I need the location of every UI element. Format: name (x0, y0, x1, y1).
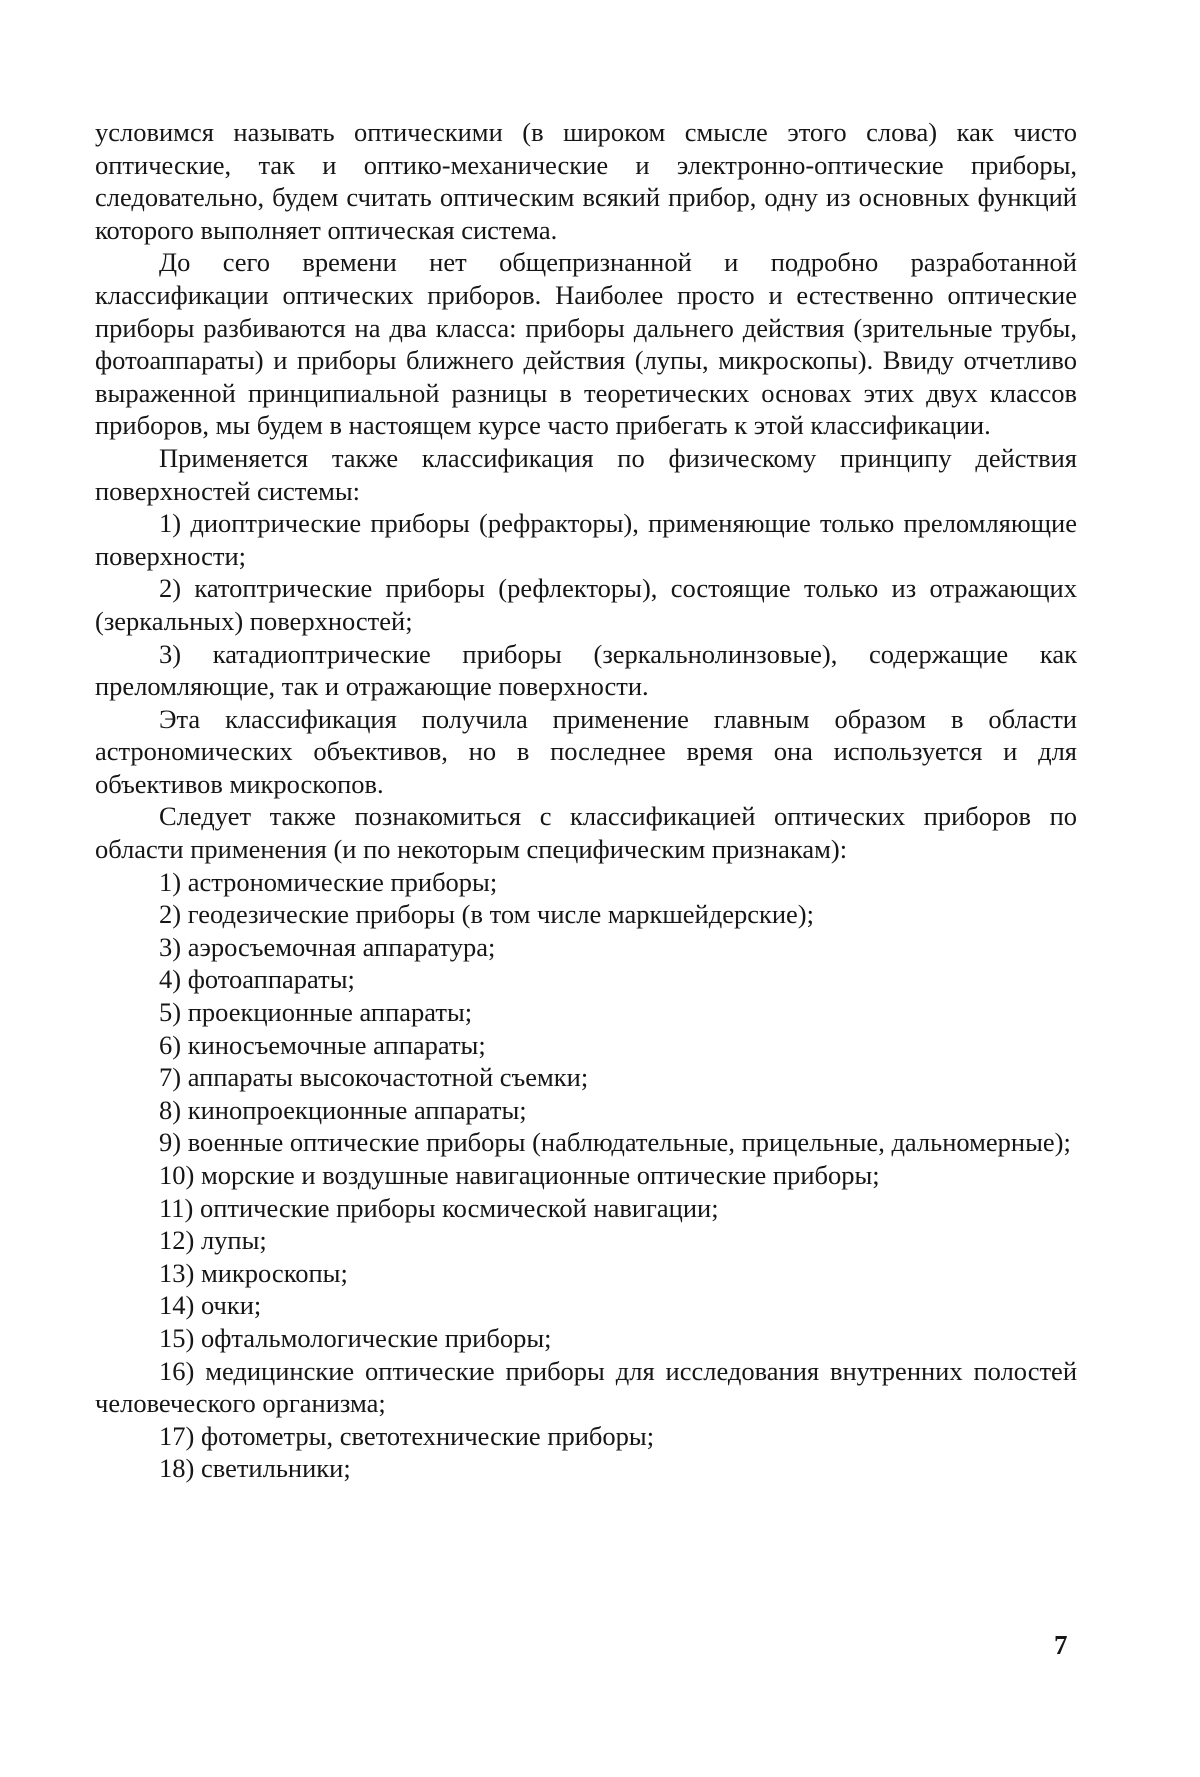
list-item: 3) катадиоптрические приборы (зеркальнолинзовые), содержащие как преломляющие, так и отражающие поверхности. (95, 638, 1077, 702)
list-item: 16) медицинские оптические приборы для исследования внутренних полостей человеческого организма; (95, 1355, 1077, 1419)
page-number: 7 (1054, 1630, 1068, 1660)
list-item: 13) микроскопы; (159, 1257, 348, 1288)
page-body (95, 116, 1077, 1485)
list-item: 6) киносъемочные аппараты; (159, 1029, 486, 1060)
list-item: 5) проекционные аппараты; (159, 997, 473, 1028)
list-item: 4) фотоаппараты; (159, 964, 355, 995)
list-item: 15) офтальмологические приборы; (159, 1322, 552, 1353)
list-item: 1) диоптрические приборы (рефракторы), применяющие только преломляющие поверхности; (95, 508, 1077, 571)
list-item: 7) аппараты высокочастотной съемки; (159, 1062, 589, 1093)
list-item: 18) светильники; (159, 1453, 351, 1484)
list-item: 1) астрономические приборы; (159, 866, 498, 897)
list-item: 11) оптические приборы космической навигации; (159, 1192, 719, 1223)
application-list (95, 866, 1077, 1485)
list-item: 9) военные оптические приборы (наблюдательные, прицельные, дальномерные); (159, 1127, 1071, 1158)
list-item: 12) лупы; (159, 1225, 267, 1256)
paragraph-classification-overview: До сего времени нет общепризнанной и подробно разработанной классификации оптических приборов. Наиболее просто и естественно оптические приборы разбиваются на два класса: приборы дальнего действия (зрительные трубы, фотоаппараты) и приборы ближнего действия (лупы, микроскопы). Ввиду отчетливо выраженной принципиальной разницы в теоретических основах этих двух классов приборов, мы будем в настоящем курсе часто прибегать к этой классификации. (95, 247, 1077, 441)
list-item: 3) аэросъемочная аппаратура; (159, 931, 496, 962)
list-item: 2) катоптрические приборы (рефлекторы), состоящие только из отражающих (зеркальных) поверхностей; (95, 573, 1077, 636)
list-item: 8) кинопроекционные аппараты; (159, 1094, 527, 1125)
list-item: 17) фотометры, светотехнические приборы; (159, 1420, 655, 1451)
list-item: 14) очки; (159, 1290, 262, 1321)
list-item: 2) геодезические приборы (в том числе маркшейдерские); (159, 899, 814, 930)
classification-list (95, 507, 1077, 703)
paragraph-application-intro: Следует также познакомиться с классификацией оптических приборов по области применения (и по некоторым специфическим признакам): (95, 801, 1077, 865)
list-item: 10) морские и воздушные навигационные оптические приборы; (159, 1160, 880, 1190)
paragraph-astronomical-use: Эта классификация получила применение главным образом в области астрономических объективов, но в последнее время она используется и для объективов микроскопов. (95, 703, 1077, 799)
paragraph-physical-principle: Применяется также классификация по физическому принципу действия поверхностей системы: (95, 442, 1077, 506)
paragraph-intro: условимся называть оптическими (в широком смысле этого слова) как чисто оптические, так и оптико-механические и электронно-оптические приборы, следовательно, будем считать оптическим всякий прибор, одну из основных функций которого выполняет оптическая система. (95, 117, 1077, 245)
